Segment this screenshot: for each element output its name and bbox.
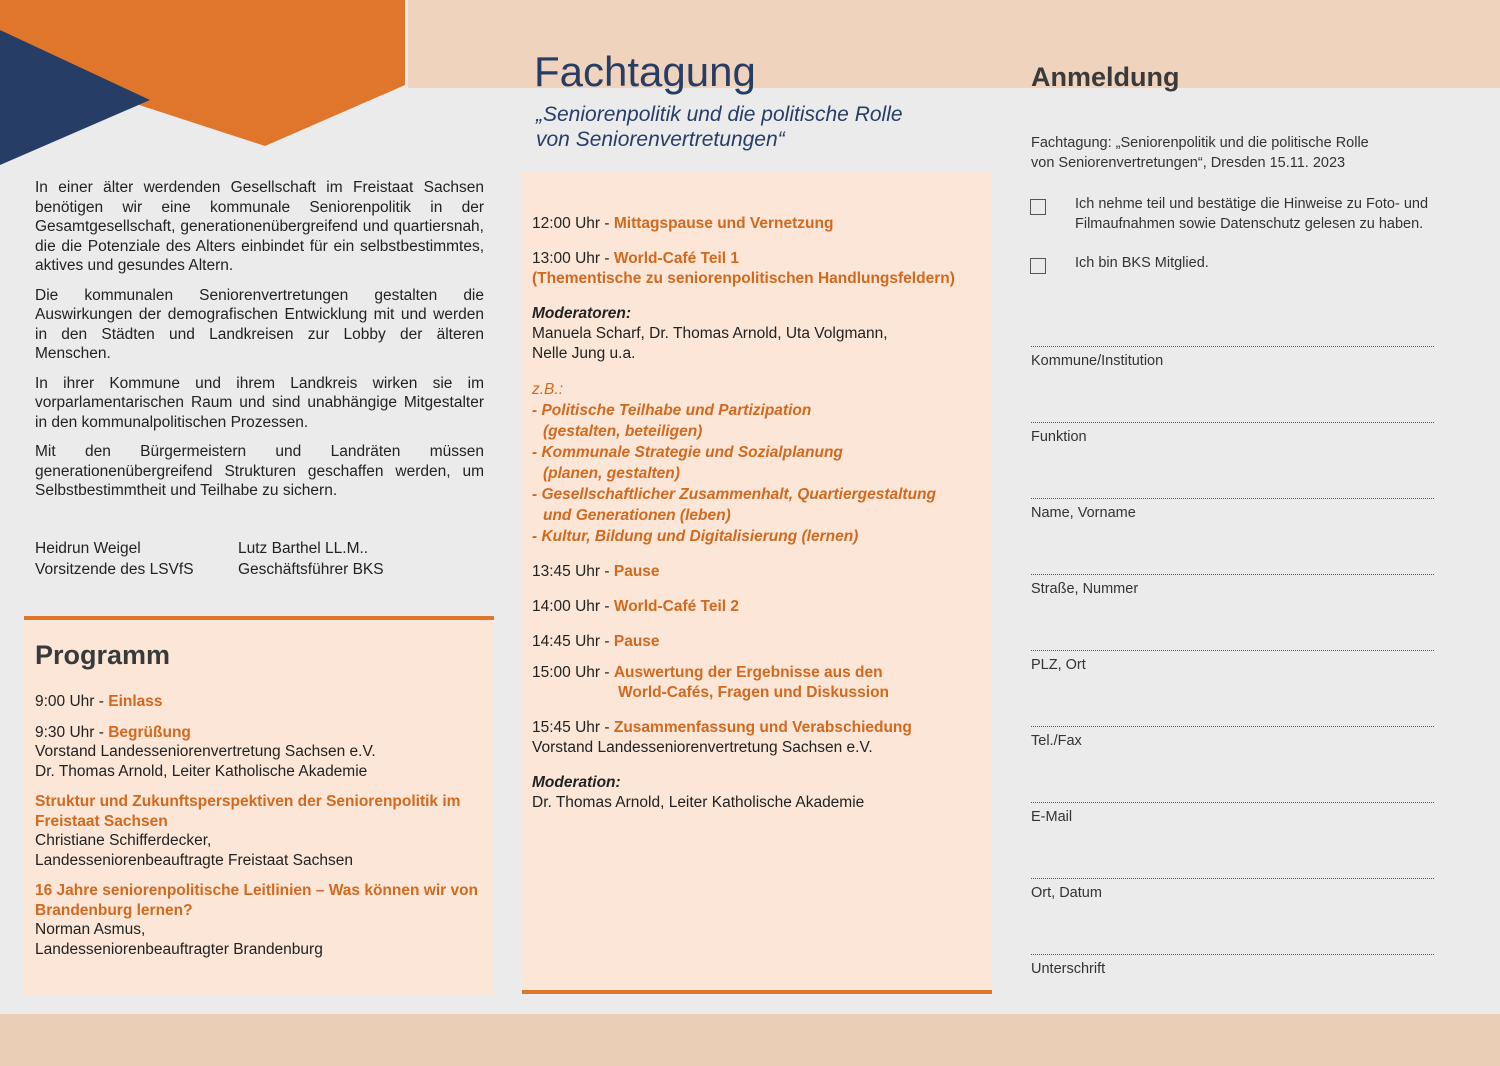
programm-detail: Landesseniorenbeauftragter Brandenburg (35, 940, 323, 958)
schedule-time: 12:00 Uhr - (532, 215, 614, 232)
anmeldung-info-line: Fachtagung: „Seniorenpolitik und die politische Rolle (1031, 135, 1369, 151)
input-line[interactable] (1031, 878, 1434, 879)
field-label: Tel./Fax (1031, 733, 1082, 749)
programm-item (35, 792, 485, 870)
field-ort-datum[interactable] (1031, 878, 1434, 901)
schedule-title: Pause (613, 563, 660, 580)
programm-detail: Christiane Schifferdecker, (35, 832, 212, 849)
signature-right (238, 538, 384, 580)
programm-item-title: Einlass (108, 693, 163, 710)
intro-paragraph: In ihrer Kommune und ihrem Landkreis wirken sie im vorparlamentarischen Raum und sind unabhängige Mitgestalter in den kommunalpolitischen Prozessen. (35, 374, 484, 431)
topic-item: - Kommunale Strategie und Sozialplanung (532, 444, 843, 461)
mitglied-checkbox[interactable] (1030, 258, 1046, 274)
schedule-time: 15:00 Uhr - (532, 664, 614, 681)
schedule-title: Zusammenfassung und Verabschiedung (613, 719, 912, 736)
signature-role: Vorsitzende des LSVfS (35, 561, 194, 578)
schedule-title: Pause (613, 633, 660, 650)
schedule-time: 14:45 Uhr - (532, 633, 614, 650)
schedule-detail: Vorstand Landesseniorenvertretung Sachsen e.V. (532, 739, 873, 756)
moderatoren-label: Moderatoren: (532, 305, 632, 322)
topic-item-sub: (gestalten, beteiligen) (543, 423, 703, 440)
intro-paragraph: Die kommunalen Seniorenvertretungen gestalten die Auswirkungen der demografischen Entwicklung mit und werden in den Städten und Landkreisen zur Lobby der älteren Menschen. (35, 286, 484, 362)
programm-item (35, 881, 485, 959)
field-label: PLZ, Ort (1031, 657, 1086, 673)
programm-detail: Dr. Thomas Arnold, Leiter Katholische Akademie (35, 762, 368, 780)
intro-paragraph: Mit den Bürgermeistern und Landräten müssen generationenübergreifend Strukturen geschaffen werden, um Selbstbestimmtheit und Teilhabe zu sichern. (35, 443, 484, 499)
signature-name: Heidrun Weigel (35, 540, 141, 557)
programm-list (35, 692, 485, 970)
field-name[interactable] (1031, 498, 1434, 521)
schedule-list (532, 214, 987, 828)
field-label: Ort, Datum (1031, 885, 1102, 901)
field-tel-fax[interactable] (1031, 726, 1434, 749)
intro-paragraph: In einer älter werdenden Gesellschaft im Freistaat Sachsen benötigen wir eine kommunale Seniorenpolitik in der Gesamtgesellschaft, generationenübergreifend und quartiersnah, die die Potenziale des Alters einbindet für ein selbstbestimmtes, aktives und gesundes Altern. (35, 179, 484, 274)
subtitle-line: „Seniorenpolitik und die politische Rolle (536, 103, 903, 126)
programm-item-title: Begrüßung (108, 723, 191, 741)
field-label: Straße, Nummer (1031, 581, 1139, 597)
topics-label: z.B.: (532, 381, 564, 398)
programm-detail: Landesseniorenbeauftragte Freistaat Sachsen (35, 851, 353, 869)
anmeldung-info (1031, 134, 1451, 173)
signature-role: Geschäftsführer BKS (238, 561, 384, 578)
moderation-name: Dr. Thomas Arnold, Leiter Katholische Akademie (532, 794, 865, 811)
field-plz-ort[interactable] (1031, 650, 1434, 673)
programm-time: 9:30 Uhr - (35, 723, 109, 741)
programm-time: 9:00 Uhr - (35, 693, 109, 710)
input-line[interactable] (1031, 802, 1434, 803)
field-kommune[interactable] (1031, 346, 1434, 369)
schedule-title: World-Café Teil 2 (613, 598, 740, 615)
anmeldung-title: Anmeldung (1031, 62, 1180, 92)
programm-detail: Norman Asmus, (35, 921, 146, 938)
anmeldung-info-line: von Seniorenvertretungen“, Dresden 15.11. 2023 (1031, 154, 1346, 171)
programm-title: Programm (35, 640, 171, 670)
schedule-item (532, 632, 987, 652)
programm-detail: Vorstand Landesseniorenvertretung Sachsen e.V. (35, 743, 376, 760)
moderation-block (532, 773, 987, 813)
topic-item-sub: und Generationen (leben) (543, 507, 731, 524)
schedule-item (532, 249, 987, 289)
page-title: Fachtagung (534, 48, 756, 95)
schedule-time: 13:00 Uhr - (532, 250, 614, 267)
schedule-item (532, 663, 987, 703)
schedule-item (532, 597, 987, 617)
topic-item: - Politische Teilhabe und Partizipation (532, 402, 812, 419)
moderatoren-block (532, 304, 987, 364)
programm-item (35, 692, 485, 712)
field-label: E-Mail (1031, 809, 1073, 825)
decorative-shapes (0, 0, 410, 170)
input-line[interactable] (1031, 574, 1434, 575)
field-label: Funktion (1031, 429, 1087, 445)
programm-item-title: Struktur und Zukunftsperspektiven der Seniorenpolitik im Freistaat Sachsen (35, 793, 461, 830)
schedule-subtitle: (Thementische zu seniorenpolitischen Handlungsfeldern) (532, 270, 955, 287)
input-line[interactable] (1031, 726, 1434, 727)
topic-item-sub: (planen, gestalten) (543, 465, 680, 482)
input-line[interactable] (1031, 650, 1434, 651)
input-line[interactable] (1031, 422, 1434, 423)
field-email[interactable] (1031, 802, 1434, 825)
schedule-item (532, 562, 987, 582)
schedule-time: 13:45 Uhr - (532, 563, 614, 580)
schedule-title-continued: World-Cafés, Fragen und Diskussion (618, 684, 890, 701)
teilnahme-checkbox[interactable] (1030, 199, 1046, 215)
moderatoren-names: Nelle Jung u.a. (532, 345, 636, 362)
checkbox-label: Ich nehme teil und bestätige die Hinweise zu Foto- und Filmaufnahmen sowie Datenschutz gelesen zu haben. (1075, 196, 1429, 232)
schedule-title: Auswertung der Ergebnisse aus den (613, 664, 883, 681)
programm-item-title: 16 Jahre seniorenpolitische Leitlinien – Was können wir von Brandenburg lernen? (35, 882, 479, 919)
programm-item (35, 723, 485, 782)
schedule-title: World-Café Teil 1 (613, 250, 740, 267)
topic-item: - Kultur, Bildung und Digitalisierung (lernen) (532, 528, 859, 545)
bottom-band (0, 1014, 1500, 1066)
moderatoren-names: Manuela Scharf, Dr. Thomas Arnold, Uta Volgmann, (532, 325, 888, 342)
field-funktion[interactable] (1031, 422, 1434, 445)
input-line[interactable] (1031, 954, 1434, 955)
schedule-title: Mittagspause und Vernetzung (613, 215, 834, 232)
signature-name: Lutz Barthel LL.M.. (238, 540, 369, 557)
signature-left (35, 538, 194, 580)
schedule-time: 15:45 Uhr - (532, 719, 614, 736)
field-unterschrift[interactable] (1031, 954, 1434, 977)
schedule-time: 14:00 Uhr - (532, 598, 614, 615)
checkbox-label: Ich bin BKS Mitglied. (1075, 255, 1209, 271)
intro-text (35, 178, 484, 511)
field-label: Name, Vorname (1031, 505, 1136, 521)
schedule-item (532, 214, 987, 234)
field-label: Unterschrift (1031, 961, 1106, 977)
subtitle-line: von Seniorenvertretungen“ (536, 128, 785, 151)
topics-block (532, 379, 987, 547)
page-subtitle (536, 102, 903, 152)
moderation-label: Moderation: (532, 774, 621, 791)
schedule-item (532, 718, 987, 758)
field-label: Kommune/Institution (1031, 353, 1164, 369)
topic-item: - Gesellschaftlicher Zusammenhalt, Quartiergestaltung (532, 486, 936, 503)
input-line[interactable] (1031, 498, 1434, 499)
input-line[interactable] (1031, 346, 1434, 347)
field-strasse[interactable] (1031, 574, 1434, 597)
